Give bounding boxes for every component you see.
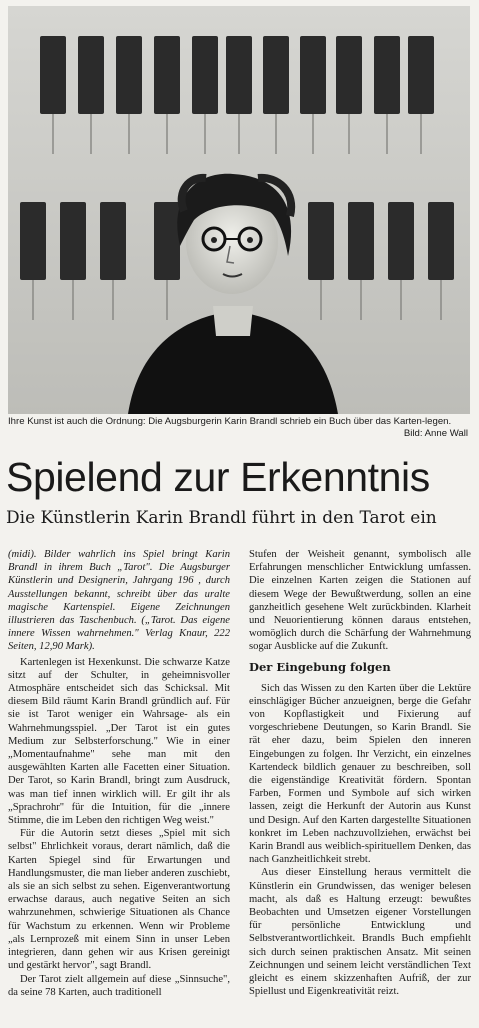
body-paragraph: Der Tarot zielt allgemein auf diese „Sinnsuche", da seine 78 Karten, auch traditionell bbox=[8, 973, 230, 998]
article-column-right bbox=[249, 548, 471, 999]
body-paragraph: Aus dieser Einstellung heraus vermittelt die Künstlerin ein Grundwissen, das weniger belesen macht, als daß es Haltung erzeugt: bewußtes Beobachten und Umsetzen eigener Vorstellungen für persönliche Entwicklung und Selbstverantwortlichkeit. Brandls Buch empfiehlt sich durch seinen praktischen Ansatz. Mit seinen Zeichnungen und seinem leicht verständlichen Text gleicht es einem skizzenhaften Aufriß, der zur Spiellust und Eigenkreativität reizt. bbox=[249, 867, 471, 998]
artwork-panel bbox=[308, 202, 334, 280]
artwork-panel bbox=[116, 36, 142, 114]
artwork-panel bbox=[20, 202, 46, 280]
photo-credit: Bild: Anne Wall bbox=[403, 428, 468, 439]
body-paragraph: Sich das Wissen zu den Karten über die Lektüre einschlägiger Bücher anzueignen, berge die Gefahr von Kopflastigkeit und Fixierung auf vorgeschriebene Deutungen, so Karin Brandl. Sie rät eher dazu, beim Spielen den inneren Eingebungen zu folgen. Ihr Verzicht, ein einzelnes Kartendeck bildlich genauer zu beschreiben, soll die eigenständige Kreativität fördern. Spontan Farben, Formen und Symbole auf sich wirken lassen, zeigt die Herkunft der Autorin aus Kunst und Design. Auf den Karten dargestellte Situationen konkret im Leben nachzuvollziehen, erwächst bei Karin Brandl aus weiblich-spirituellem Denken, das nach Ganzheitlichkeit strebt. bbox=[249, 682, 471, 866]
artwork-panel bbox=[388, 202, 414, 280]
artwork-panel bbox=[154, 202, 180, 280]
artwork-panel bbox=[300, 36, 326, 114]
artwork-panel bbox=[336, 36, 362, 114]
artwork-panel bbox=[428, 202, 454, 280]
artist-with-artworks-image bbox=[8, 6, 470, 414]
photo-caption bbox=[8, 416, 470, 439]
caption-text: Ihre Kunst ist auch die Ordnung: Die Augsburgerin Karin Brandl schrieb ein Buch über das Karten-legen. bbox=[8, 416, 452, 427]
subheadline: Die Künstlerin Karin Brandl führt in den Tarot ein bbox=[6, 508, 437, 528]
artwork-panel bbox=[348, 202, 374, 280]
artwork-panel bbox=[192, 36, 218, 114]
body-paragraph: Für die Autorin setzt dieses „Spiel mit sich selbst" Ehrlichkeit voraus, derart nämlich, daß die Karten Spiegel sind für Erwartungen und Handlungsmuster, die man lieber anderen zuschiebt, als sie an sich selbst zu sehen. Eigenverantwortung erwachse daraus, auch negative Seiten an sich wahrzunehmen, schwierige Situationen als Chance für Wachstum zu erkennen. Wenn wir Probleme „als Lernprozeß mit einem Sinn in unser Leben integrieren, dann gehen wir aus Krisen gereinigt und gestärkt hervor", sagt Brandl. bbox=[8, 828, 230, 972]
body-paragraph: Stufen der Weisheit genannt, symbolisch alle Erfahrungen menschlicher Entwicklung umfassen. Die einzelnen Karten zeigen die Stationen auf diesem Wege der Bewußtwerdung, sollen an eine ganzheitlich gesehene Welt zurückbinden. Klarheit und Neuorientierung können daraus entstehen, womöglich durch die Schärfung der Wahrnehmung sogar Ausblicke auf die Zukunft. bbox=[249, 549, 471, 653]
body-paragraph: Kartenlegen ist Hexenkunst. Die schwarze Katze sitzt auf der Schulter, in geheimnisvoller Atmosphäre entscheidet sich das Schicksal. Mit diesem Bild räumt Karin Brandl gründlich auf. Für sie ist Tarot weniger ein Wahrsage- als ein Wahrnehmungsspiel. „Der Tarot ist ein gutes Medium zur Selbsterforschung." Wie in einer „Momentaufnahme" sehe man mit den ausgewählten Karten alle Facetten einer Situation. Der Tarot, so Karin Brandl, bringt zum Ausdruck, was man tief innen wirklich will. Er gilt ihr als „Sprachrohr" für die Intuition, für die „innere Stimme, die im Leben den richtigen Weg weist." bbox=[8, 656, 230, 827]
headline: Spielend zur Erkenntnis bbox=[6, 454, 430, 500]
section-heading: Der Eingebung folgen bbox=[249, 659, 391, 674]
artwork-panel bbox=[154, 36, 180, 114]
artwork-panel bbox=[60, 202, 86, 280]
artwork-panel bbox=[40, 36, 66, 114]
artwork-panel bbox=[78, 36, 104, 114]
artwork-panel bbox=[408, 36, 434, 114]
article-column-left bbox=[8, 548, 230, 999]
artwork-panel bbox=[263, 36, 289, 114]
artwork-panel bbox=[226, 36, 252, 114]
artwork-panel bbox=[100, 202, 126, 280]
article-photo bbox=[8, 6, 470, 414]
intro-paragraph: (midi). Bilder wahrlich ins Spiel bringt Karin Brandl in ihrem Buch „Tarot". Die Augsburger Künstlerin und Designerin, Jahrgang 196 , durch Ausstellungen bekannt, schreibt über das uralte magische Kartenspiel. Eigene Zeichnungen illustrieren das Taschenbuch. („Tarot. Das eigene innere Wissen wahrnehmen." Verlag Knaur, 222 Seiten, 12,90 Mark). bbox=[8, 549, 230, 653]
artwork-panel bbox=[374, 36, 400, 114]
